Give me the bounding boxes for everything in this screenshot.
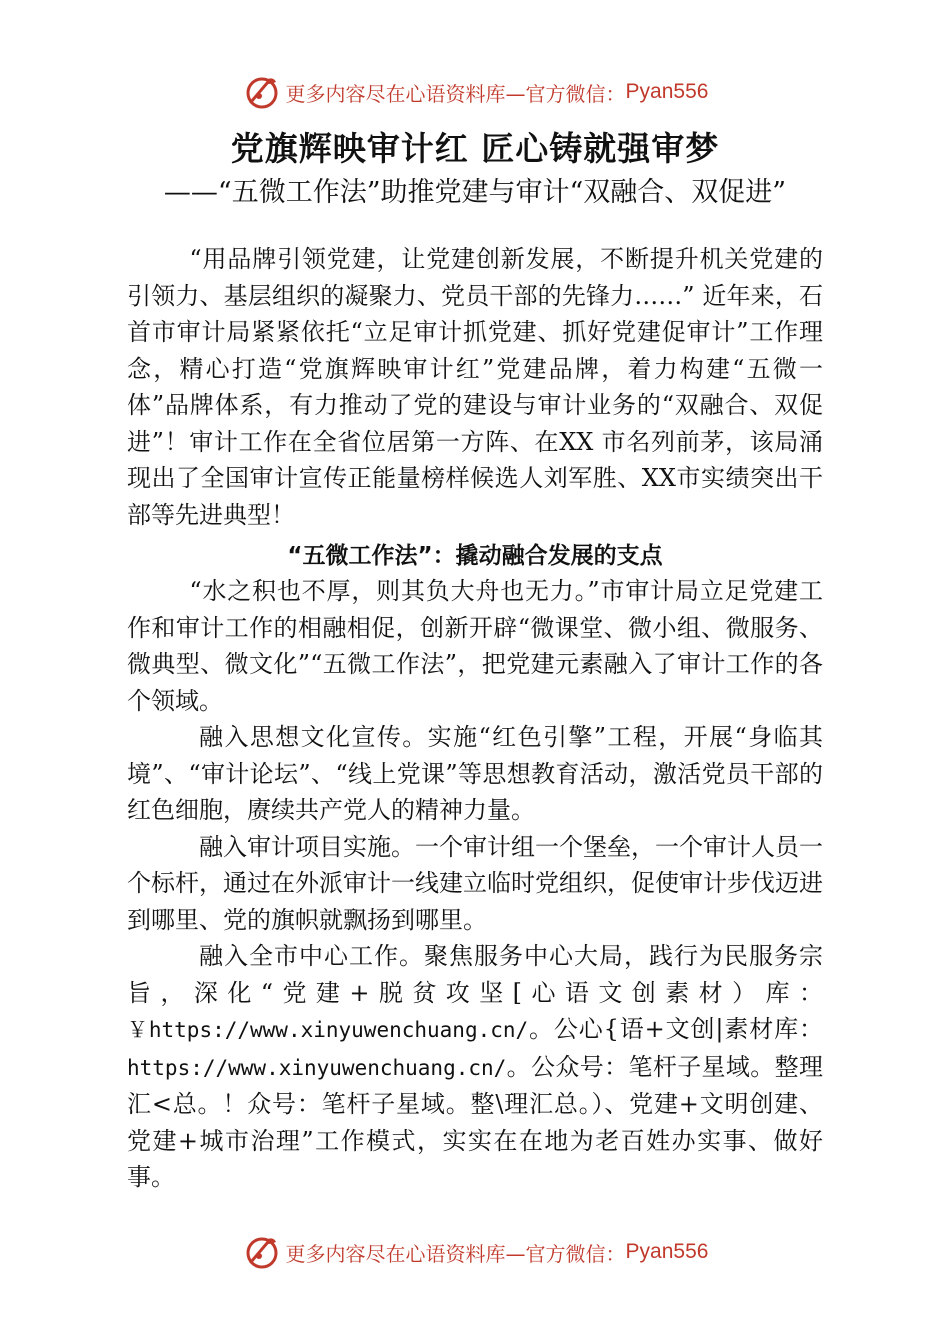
- banner-text: 更多内容尽在心语资料库—官方微信：: [285, 81, 626, 106]
- url-link-1[interactable]: ￥https://www.xinyuwenchuang.cn/: [127, 1018, 529, 1042]
- paragraph-4-part-e: 。公众号：笔杆子星域。整理汇<总。！众号：笔杆子星域。整\理汇总。）、党建+文明创建、党建+城市治理”工作模式，实实在在地为老百姓办实事、做好事。: [127, 1052, 823, 1191]
- paragraph-4-part-c: 。公心{语+文创|素材库：: [528, 1015, 823, 1043]
- brush-logo-icon: [242, 72, 282, 112]
- banner-wechat-id: Pyan556: [625, 1240, 709, 1263]
- body-paragraph-4: [127, 938, 823, 1196]
- document-subtitle: ——“五微工作法”助推党建与审计“双融合、双促进”: [163, 177, 787, 208]
- banner-wechat-id: Pyan556: [625, 80, 709, 103]
- document-body: [127, 241, 823, 1196]
- body-paragraph-3: 融入审计项目实施。一个审计组一个堡垒，一个审计人员一个标杆，通过在外派审计一线建立临时党组织，促使审计步伐迈进到哪里、党的旗帜就飘扬到哪里。: [127, 832, 823, 934]
- url-link-2[interactable]: https://www.xinyuwenchuang.cn/: [127, 1055, 507, 1080]
- section-heading: “五微工作法”：撬动融合发展的支点: [287, 543, 663, 569]
- paragraph-4-part-a: 融入全市中心工作。聚焦服务中心大局，践行为民服务宗旨，深化“党建+脱贫攻坚[心语文创素材）库：: [127, 942, 823, 1007]
- header-watermark-banner: [0, 72, 950, 112]
- brush-logo-icon: [242, 1232, 282, 1272]
- body-paragraph-2: 融入思想文化宣传。实施“红色引擎”工程，开展“身临其境”、“审计论坛”、“线上党课”等思想教育活动，激活党员干部的红色细胞，赓续共产党人的精神力量。: [127, 723, 823, 824]
- footer-watermark-banner: [0, 1232, 950, 1272]
- body-paragraph-1: “水之积也不厚，则其负大舟也无力。”市审计局立足党建工作和审计工作的相融相促，创新开辟“微课堂、微小组、微服务、微典型、微文化”“五微工作法”，把党建元素融入了审计工作的各个领域。: [127, 577, 823, 715]
- intro-paragraph: “用品牌引领党建，让党建创新发展，不断提升机关党建的引领力、基层组织的凝聚力、党员干部的先锋力……” 近年来，石首市审计局紧紧依托“立足审计抓党建、抓好党建促审计”工作理念，精心打造“党旗辉映审计红”党建品牌，着力构建“五微一体”品牌体系，有力推动了党的建设与审计业务的“双融合、双促进”！审计工作在全省位居第一方阵、在XX 市名列前茅，该局涌现出了全国审计宣传正能量榜样候选人刘军胜、XX市实绩突出干部等先进典型！: [127, 245, 823, 529]
- banner-text: 更多内容尽在心语资料库—官方微信：: [285, 1241, 626, 1266]
- document-title: 党旗辉映审计红 匠心铸就强审梦: [230, 129, 720, 168]
